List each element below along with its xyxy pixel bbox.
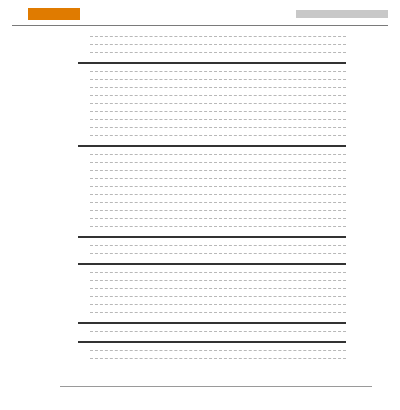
toc-entry-title [90,170,346,171]
toc-entry-row[interactable] [78,67,372,75]
toc-entry-title [90,194,346,195]
toc-entry-row[interactable] [78,241,372,249]
toc-entry-row[interactable] [78,268,372,276]
toc-entry-title [90,87,346,88]
toc-entry-title [90,127,346,128]
site-logo [12,4,84,24]
toc-section-title [78,62,346,64]
toc-entry-title [90,226,346,227]
toc-entry-row[interactable] [78,123,372,131]
page-header [12,4,388,26]
toc-entry-title [90,95,346,96]
toc-entry-title [90,218,346,219]
toc-entry-row[interactable] [78,91,372,99]
toc-entry-row[interactable] [78,190,372,198]
toc-section-row[interactable] [78,58,372,67]
toc-entry-title [90,304,346,305]
toc-entry-title [90,111,346,112]
toc-entry-row[interactable] [78,354,372,362]
toc-section-row[interactable] [78,318,372,327]
toc-entry-title [90,312,346,313]
toc-entry-title [90,331,346,332]
toc-entry-title [90,79,346,80]
toc-entry-row[interactable] [78,292,372,300]
toc-entry-row[interactable] [78,115,372,123]
toc-section-row[interactable] [78,337,372,346]
toc-entry-title [90,52,346,53]
toc-entry-row[interactable] [78,48,372,56]
toc-entry-title [90,103,346,104]
toc-entry-row[interactable] [78,107,372,115]
page-footer [60,386,372,404]
toc-entry-title [90,178,346,179]
toc-entry-row[interactable] [78,32,372,40]
toc-entry-row[interactable] [78,206,372,214]
toc-entry-title [90,245,346,246]
toc-entry-title [90,280,346,281]
toc-entry-row[interactable] [78,198,372,206]
toc-entry-row[interactable] [78,276,372,284]
toc-entry-row[interactable] [78,158,372,166]
toc-entry-row[interactable] [78,150,372,158]
toc-section-row[interactable] [78,259,372,268]
toc-entry-title [90,44,346,45]
toc-entry-row[interactable] [78,300,372,308]
toc-entry-title [90,119,346,120]
toc-entry-row[interactable] [78,40,372,48]
toc-entry-title [90,154,346,155]
toc-section-title [78,322,346,324]
footer-rule [60,386,372,387]
toc-entry-row[interactable] [78,214,372,222]
toc-section-title [78,263,346,265]
toc-section-title [78,236,346,238]
toc-entry-title [90,253,346,254]
header-tag [296,10,388,18]
toc-entry-title [90,135,346,136]
toc-entry-title [90,202,346,203]
toc-entry-title [90,296,346,297]
toc-entry-title [90,272,346,273]
toc-entry-title [90,186,346,187]
toc-entry-title [90,36,346,37]
toc-entry-title [90,210,346,211]
toc-entry-title [90,162,346,163]
toc-section-title [78,145,346,147]
toc-entry-row[interactable] [78,308,372,316]
toc-entry-row[interactable] [78,83,372,91]
table-of-contents [78,32,372,362]
toc-entry-row[interactable] [78,222,372,230]
toc-entry-title [90,288,346,289]
toc-section-title [78,341,346,343]
toc-entry-row[interactable] [78,75,372,83]
toc-entry-row[interactable] [78,249,372,257]
toc-section-row[interactable] [78,141,372,150]
toc-entry-row[interactable] [78,166,372,174]
logo-wordmark-band [28,8,80,20]
toc-entry-row[interactable] [78,284,372,292]
toc-entry-row[interactable] [78,174,372,182]
toc-entry-row[interactable] [78,346,372,354]
toc-entry-title [90,71,346,72]
toc-entry-row[interactable] [78,99,372,107]
toc-entry-row[interactable] [78,131,372,139]
toc-section-row[interactable] [78,232,372,241]
header-rule [12,25,388,26]
toc-entry-row[interactable] [78,182,372,190]
toc-entry-title [90,358,346,359]
toc-entry-row[interactable] [78,327,372,335]
toc-entry-title [90,350,346,351]
